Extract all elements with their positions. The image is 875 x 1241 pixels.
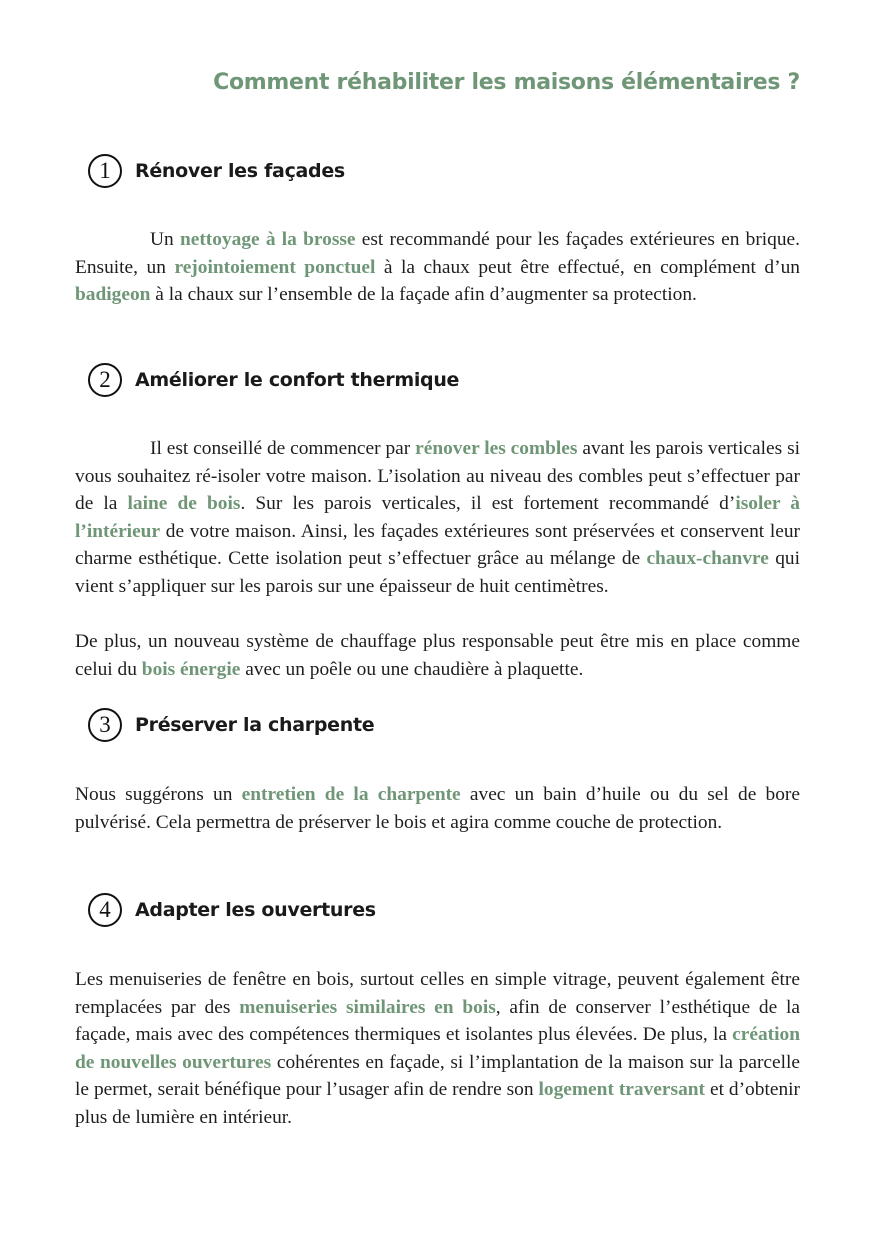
highlighted-term: bois énergie — [141, 658, 241, 680]
paragraph-text: qui vient s’appliquer sur les parois sur une épaisseur de huit centimètres. — [75, 548, 800, 597]
section-4-header — [88, 891, 800, 929]
highlighted-term: chaux-chanvre — [646, 548, 769, 569]
paragraph-text: avec un bain d’huile ou du sel de bore pulvérisé. Cela permettra de préserver le bois et agira comme couche de protection. — [75, 784, 800, 833]
highlighted-term: nettoyage à la brosse — [179, 229, 356, 250]
section-4-paragraph — [75, 966, 800, 1131]
highlighted-term: badigeon — [75, 284, 151, 305]
paragraph-text: Il est conseillé de commencer par — [150, 438, 416, 459]
paragraph-text: et d’obtenir plus de lumière en intérieur. — [75, 1079, 800, 1128]
section-4-title: Adapter les ouvertures — [135, 899, 376, 921]
paragraph-text: de votre maison. Ainsi, les façades extérieures sont préservées et conservent leur charme esthétique. Cette isolation peut s’effectuer grâce au mélange de — [75, 520, 800, 569]
paragraph-text: avec un poêle ou une chaudière à plaquette. — [240, 658, 584, 680]
section-3-number: 3 — [88, 708, 122, 742]
paragraph-text: , afin de conserver l’esthétique de la façade, mais avec des compétences thermiques et isolantes plus élevées. De plus, la — [75, 996, 800, 1045]
highlighted-term: laine de bois — [127, 493, 241, 514]
section-1-title: Rénover les façades — [135, 160, 345, 182]
highlighted-term: rejointoiement ponctuel — [174, 256, 376, 278]
section-2-title: Améliorer le confort thermique — [135, 369, 460, 391]
paragraph-text: Les menuiseries de fenêtre en bois, surtout celles en simple vitrage, peuvent également être remplacées par des — [75, 969, 800, 1018]
section-1-header — [88, 152, 800, 190]
paragraph-text: Nous suggérons un — [75, 784, 242, 805]
highlighted-term: entretien de la charpente — [241, 784, 461, 805]
highlighted-term: création de nouvelles ouvertures — [75, 1024, 800, 1073]
page-title: Comment réhabiliter les maisons élémentaires ? — [213, 70, 800, 95]
paragraph-text: De plus, un nouveau système de chauffage plus responsable peut être mis en place comme celui du — [75, 631, 800, 680]
section-2-header — [88, 361, 800, 399]
paragraph-text: à la chaux sur l’ensemble de la façade afin d’augmenter sa protection. — [150, 284, 697, 305]
section-3-title: Préserver la charpente — [135, 714, 375, 736]
section-2-paragraph-1 — [75, 435, 800, 600]
paragraph-text: à la chaux peut être effectué, en complément d’un — [375, 256, 800, 278]
section-2-paragraph-2 — [75, 628, 800, 683]
paragraph-text: est recommandé pour les façades extérieures en brique. Ensuite, un — [75, 229, 801, 278]
section-2-number: 2 — [88, 363, 122, 397]
paragraph-text: avant les parois verticales si vous souhaitez ré-isoler votre maison. L’isolation au niveau des combles peut s’effectuer par de la — [75, 438, 801, 514]
paragraph-text: . Sur les parois verticales, il est fortement recommandé d’ — [240, 493, 736, 514]
section-1-paragraph — [75, 226, 800, 309]
highlighted-term: isoler à l’intérieur — [75, 493, 801, 542]
highlighted-term: logement traversant — [538, 1079, 706, 1100]
highlighted-term: menuiseries similaires en bois — [239, 996, 496, 1018]
section-4-number: 4 — [88, 893, 122, 927]
section-3-paragraph — [75, 781, 800, 836]
paragraph-text: Un — [150, 229, 180, 250]
highlighted-term: rénover les combles — [415, 438, 578, 459]
paragraph-text: cohérentes en façade, si l’implantation de la maison sur la parcelle le permet, serait bénéfique pour l’usager afin de rendre son — [75, 1051, 800, 1100]
section-3-header — [88, 706, 800, 744]
section-1-number: 1 — [88, 154, 122, 188]
